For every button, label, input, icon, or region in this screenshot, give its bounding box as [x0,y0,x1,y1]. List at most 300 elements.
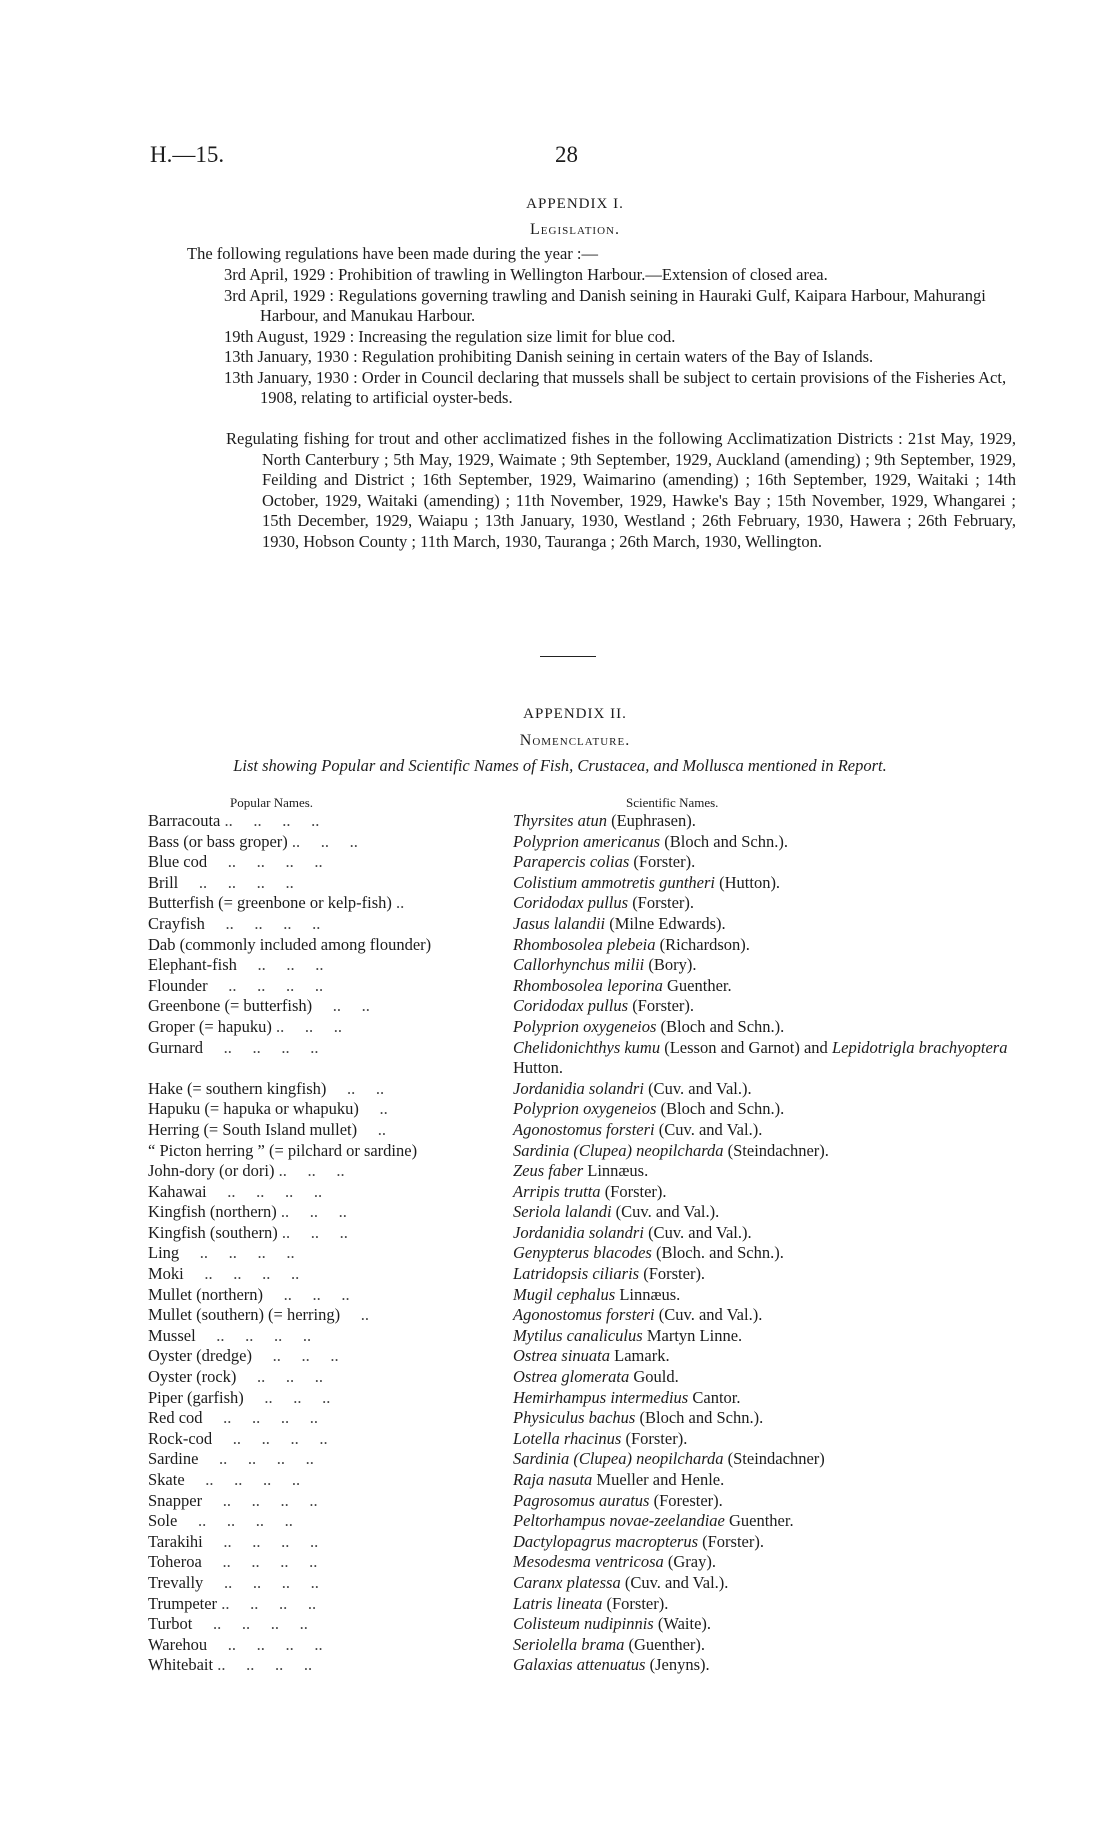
popular-name [148,914,508,934]
table-row [148,955,1028,976]
popular-name [148,1367,508,1387]
legislation-item: 13th January, 1930 : Order in Council declaring that mussels shall be subject to certain provisions of the Fisheries Act, 1908, relating to artificial oyster-beds. [224,367,1007,407]
species-name: Jordanidia solandri [513,1078,644,1098]
species-name: Latris lineata [513,1593,603,1613]
popular-name-text: Ling [148,1243,180,1263]
legislation-item: 19th August, 1929 : Increasing the regulation size limit for blue cod. [224,326,676,346]
species-name: Ostrea glomerata [513,1367,630,1387]
scientific-name [513,1491,1023,1512]
table-row [148,1367,1028,1388]
species-authority: (Bloch. and Schn.). [651,1243,784,1263]
scientific-name [513,852,1023,873]
popular-name-text: Mussel [148,1325,196,1345]
species-authority: (Forster). [621,1428,688,1448]
popular-name-text: Kingfish (southern) [148,1222,278,1242]
table-row [148,873,1028,894]
popular-name-text: “ Picton herring ” (= pilchard or sardine) [148,1140,418,1160]
species-name: Coridodax pullus [513,996,629,1016]
popular-name-text: Hake (= southern kingfish) [148,1078,327,1098]
popular-names-header: Popular Names. [230,795,314,810]
table-row [148,935,1028,956]
leader-dots: .. .. .. .. [198,1449,314,1469]
table-row [148,1655,1028,1676]
popular-name-text: Blue cod [148,852,208,872]
species-name: Peltorhampus novae-zeelandiae [513,1511,725,1531]
popular-name [148,1182,508,1202]
scientific-name [513,1326,1023,1347]
species-authority: (Steindachner). [723,1140,829,1160]
popular-name [148,1429,508,1449]
popular-name [148,1161,508,1181]
species-name: Zeus faber [513,1161,584,1181]
species-name: Polyprion americanus [513,831,661,851]
popular-name [148,1388,508,1408]
leader-dots: .. .. .. .. [213,1655,313,1675]
species-authority: Martyn Linne. [642,1325,743,1345]
species-authority: (Forster). [629,852,696,872]
leader-dots: .. .. .. .. [195,1325,312,1345]
scientific-name [513,1161,1023,1182]
popular-name [148,1305,508,1325]
leader-dots: .. .. .. .. [217,1593,317,1613]
scientific-name [513,1202,1023,1223]
leader-dots: .. .. .. [271,1016,342,1036]
popular-name-text: Herring (= South Island mullet) [148,1119,358,1139]
leader-dots: .. .. .. .. [202,1531,319,1551]
nomenclature-subtitle: List showing Popular and Scientific Names of Fish, Crustacea, and Mollusca mentioned in Report. [233,756,887,775]
species-name: Arripis trutta [513,1181,601,1201]
popular-name [148,1635,508,1655]
popular-name [148,935,508,955]
species-authority: (Bloch and Schn.). [635,1408,764,1428]
scientific-name [513,1388,1023,1409]
popular-name [148,976,508,996]
scientific-name [513,1264,1023,1285]
leader-dots: .. .. .. [252,1346,339,1366]
leader-dots: .. .. .. [276,1202,347,1222]
leader-dots: .. [391,893,405,913]
leader-dots: .. .. .. .. [201,1552,318,1572]
appendix-2-label: APPENDIX II. [523,706,627,722]
leader-dots: .. .. [312,996,370,1016]
species-authority: (Hutton). [714,872,781,892]
page-number: 28 [555,142,578,167]
popular-name [148,1079,508,1099]
table-row [148,1346,1028,1367]
leader-dots: .. .. .. .. [202,1490,318,1510]
species-authority: (Forster). [602,1593,669,1613]
table-row [148,1017,1028,1038]
species-name: Sardinia (Clupea) neopilcharda [513,1449,724,1469]
popular-name [148,1285,508,1305]
scientific-name [513,893,1023,914]
popular-name [148,1017,508,1037]
species-name: Seriolella brama [513,1634,625,1654]
popular-name-text: Dab (commonly included among flounder) [148,934,432,954]
popular-name-text: Sole [148,1511,178,1531]
leader-dots: .. .. .. [287,831,358,851]
popular-name-text: Groper (= hapuku) [148,1016,272,1036]
popular-name [148,1141,508,1161]
leader-dots: .. .. .. .. [212,1428,328,1448]
species-name: Thyrsites atun [513,811,607,830]
popular-name-text: John-dory (or dori) [148,1161,275,1181]
species-name: Rhombosolea leporina [513,975,663,995]
popular-name-text: Tarakihi [148,1531,203,1551]
popular-name-text: Kingfish (northern) [148,1202,277,1222]
table-row [148,914,1028,935]
scientific-name [513,1243,1023,1264]
scientific-name [513,1367,1023,1388]
leader-dots: .. .. .. [274,1161,345,1181]
species-authority: (Steindachner) [723,1449,825,1469]
popular-name-text: Crayfish [148,913,205,933]
species-name: Sardinia (Clupea) neopilcharda [513,1140,724,1160]
popular-name-text: Mullet (southern) (= herring) [148,1305,341,1325]
species-authority: Lamark. [610,1346,670,1366]
scientific-name [513,935,1023,956]
popular-name [148,893,508,913]
popular-name-text: Warehou [148,1634,208,1654]
scientific-name [513,1552,1023,1573]
legislation-list [224,265,1016,409]
species-name: Mytilus canaliculus [513,1325,643,1345]
scientific-name [513,1655,1023,1676]
popular-name [148,955,508,975]
species-name: Lotella rhacinus [513,1428,622,1448]
popular-name [148,852,508,872]
leader-dots: .. .. .. .. [177,1511,293,1531]
species-authority: Gould. [629,1367,679,1387]
species-name: Lepidotrigla brachyoptera [827,1037,1008,1057]
species-authority: (Gray). [663,1552,716,1572]
leader-dots: .. .. .. [243,1387,331,1407]
species-name: Physiculus bachus [513,1408,636,1428]
scientific-name [513,1511,1023,1532]
leader-dots: .. .. .. .. [202,1408,319,1428]
scientific-name [513,1532,1023,1553]
table-row [148,1573,1028,1594]
table-row [148,1161,1028,1182]
species-name: Seriola lalandi [513,1202,612,1222]
scientific-name [513,873,1023,894]
popular-name [148,1470,508,1490]
popular-name [148,1243,508,1263]
scientific-name [513,1038,1023,1079]
table-row [148,1388,1028,1409]
scientific-name [513,1120,1023,1141]
leader-dots: .. .. .. .. [183,1264,300,1284]
leader-dots: .. .. .. .. [207,852,323,872]
legislation-item: 13th January, 1930 : Regulation prohibiting Danish seining in certain waters of the Bay of Islands. [224,347,874,366]
popular-name [148,1594,508,1614]
species-authority: (Bloch and Schn.). [656,1016,785,1036]
species-authority: (Bloch and Schn.). [660,831,788,851]
scientific-name [513,955,1023,976]
leader-dots: .. .. .. .. [204,913,321,933]
appendix-2-heading: Nomenclature. [519,732,631,749]
scientific-name [513,1573,1023,1594]
leader-dots: .. .. [326,1078,385,1098]
scientific-names-header: Scientific Names. [626,795,719,810]
popular-name [148,1120,508,1140]
table-row [148,1594,1028,1615]
table-row [148,1243,1028,1264]
species-name: Jordanidia solandri [513,1222,644,1242]
popular-name-text: Sardine [148,1449,199,1469]
species-name: Latridopsis ciliaris [513,1264,640,1284]
table-row [148,1182,1028,1203]
species-name: Polyprion oxygeneios [513,1016,657,1036]
scientific-name [513,1346,1023,1367]
popular-name [148,1038,508,1058]
leader-dots: .. .. .. .. [220,811,320,830]
species-authority: (Cuv. and Val.). [654,1305,763,1325]
legislation-intro: The following regulations have been made during the year :— [187,244,598,263]
popular-name-text: Snapper [148,1490,203,1510]
popular-name-text: Brill [148,872,179,892]
scientific-name [513,1429,1023,1450]
popular-name [148,1099,508,1119]
popular-name [148,1202,508,1222]
leader-dots: .. .. .. .. [202,1037,319,1057]
table-row [148,1532,1028,1553]
species-authority: Cantor. [688,1387,741,1407]
popular-name-text: Greenbone (= butterfish) [148,996,313,1016]
species-name: Agonostomus forsteri [513,1305,655,1325]
species-name: Caranx platessa [513,1572,621,1592]
popular-name-text: Gurnard [148,1037,203,1057]
table-row [148,1285,1028,1306]
popular-name-text: Mullet (northern) [148,1284,264,1304]
leader-dots: .. .. .. [236,955,324,975]
scientific-name [513,1017,1023,1038]
scientific-name [513,1141,1023,1162]
popular-name-text: Hapuku (= hapuka or whapuku) [148,1099,359,1119]
leader-dots: .. [340,1305,370,1325]
table-row [148,1408,1028,1429]
species-name: Genypterus blacodes [513,1243,652,1263]
table-row [148,1470,1028,1491]
table-row [148,1120,1028,1141]
species-authority: (Bory). [644,955,697,975]
scientific-name [513,1470,1023,1491]
table-row [148,976,1028,997]
popular-name [148,1532,508,1552]
section-divider [540,656,596,657]
leader-dots: .. .. .. .. [184,1470,301,1489]
table-row [148,1202,1028,1223]
scientific-name [513,1305,1023,1326]
table-row [148,1552,1028,1573]
leader-dots: .. .. .. [277,1222,348,1242]
appendix-1-label: APPENDIX I. [526,196,624,212]
scientific-name [513,1285,1023,1306]
popular-name [148,1552,508,1572]
popular-name-text: Skate [148,1470,185,1489]
scientific-name [513,1635,1023,1656]
species-authority: Guenther. [662,975,732,995]
species-name: Pagrosomus auratus [513,1490,650,1510]
popular-name [148,996,508,1016]
species-authority: (Richardson). [655,934,750,954]
species-authority: (Cuv. and Val.). [643,1222,752,1242]
species-name: Agonostomus forsteri [513,1119,655,1139]
species-authority: Linnæus. [615,1284,681,1304]
leader-dots: .. .. .. [263,1284,350,1304]
popular-name-text: Turbot [148,1614,193,1634]
species-authority: (Jenyns). [645,1655,710,1675]
popular-name [148,1408,508,1428]
species-name: Hemirhampus intermedius [513,1387,689,1407]
scientific-name [513,1449,1023,1470]
species-authority: (Cuv. and Val.). [620,1572,729,1592]
table-row [148,1429,1028,1450]
scientific-name [513,1079,1023,1100]
species-authority: (Guenther). [624,1634,706,1654]
species-authority: (Forster). [628,996,695,1016]
species-name: Chelidonichthys kumu [513,1037,661,1057]
popular-name [148,1346,508,1366]
table-row [148,996,1028,1017]
table-row [148,1614,1028,1635]
species-name: Coridodax pullus [513,893,629,913]
popular-name-text: Oyster (rock) [148,1367,237,1387]
document-reference: H.—15. [150,142,225,167]
species-name: Rhombosolea plebeia [513,934,656,954]
leader-dots: .. .. .. .. [179,1243,295,1263]
popular-name-text: Whitebait [148,1655,214,1675]
popular-name [148,1655,508,1675]
scientific-name [513,1182,1023,1203]
popular-name [148,873,508,893]
popular-name-text: Kahawai [148,1181,207,1201]
table-row [148,852,1028,873]
scientific-name [513,1594,1023,1615]
species-name: Raja nasuta [513,1470,593,1489]
popular-name-text: Bass (or bass groper) [148,831,288,851]
legislation-item: 3rd April, 1929 : Regulations governing trawling and Danish seining in Hauraki Gulf, Kaipara Harbour, Mahurangi Harbour, and Manukau Harbour. [224,285,986,325]
species-name: Callorhynchus milii [513,955,645,975]
popular-name [148,1264,508,1284]
popular-name-text: Oyster (dredge) [148,1346,252,1366]
leader-dots: .. .. .. [236,1367,324,1387]
leader-dots: .. [358,1099,388,1119]
appendix-1-heading: Legislation. [530,221,620,238]
table-row [148,893,1028,914]
table-row [148,1099,1028,1120]
table-row [148,1449,1028,1470]
species-name: Galaxias attenuatus [513,1655,646,1675]
acclimatization-regulations: Regulating fishing for trout and other acclimatized fishes in the following Acclimatization Districts : 21st May, 1929, North Canterbury ; 5th May, 1929, Waimate ; 9th September, 1929, Auckland (amending) ; 9th September, 1929, Feilding and District ; 16th September, 1929, Waimarino (amending) ; 16th September, 1929, Waitaki ; 14th October, 1929, Waitaki (amending) ; 11th November, 1929, Hawke's Bay ; 15th November, 1929, Whangarei ; 15th December, 1929, Waiapu ; 13th January, 1930, Westland ; 26th February, 1930, Hawera ; 26th February, 1930, Hobson County ; 11th March, 1930, Tauranga ; 26th March, 1930, Wellington. [226,429,1016,551]
popular-name-text: Butterfish (= greenbone or kelp-fish) [148,893,392,913]
species-name: Mugil cephalus [513,1284,616,1304]
scientific-name [513,1223,1023,1244]
scientific-name [513,832,1023,853]
table-row [148,1141,1028,1162]
species-authority: (Cuv. and Val.). [654,1119,763,1139]
species-authority: Mueller and Henle. [592,1470,725,1489]
species-name: Colistium ammotretis guntheri [513,872,715,892]
popular-name-text: Trevally [148,1572,204,1592]
table-row [148,1635,1028,1656]
species-authority: (Cuv. and Val.). [643,1078,752,1098]
species-authority: (Cuv. and Val.). [611,1202,720,1222]
leader-dots: .. [357,1119,386,1139]
species-authority: Hutton. [513,1058,563,1078]
popular-name [148,1511,508,1531]
scientific-name [513,996,1023,1017]
scientific-name [513,811,1023,832]
species-authority: (Forster). [628,893,695,913]
popular-name-text: Rock-cod [148,1428,213,1448]
popular-name-text: Flounder [148,975,208,995]
species-authority: (Lesson and Garnot) and [660,1037,828,1057]
leader-dots: .. .. .. .. [206,1181,323,1201]
popular-name [148,1614,508,1634]
popular-name [148,1491,508,1511]
species-name: Ostrea sinuata [513,1346,611,1366]
leader-dots: .. .. .. .. [207,975,324,995]
scientific-name [513,976,1023,997]
table-row [148,1264,1028,1285]
legislation-item: 3rd April, 1929 : Prohibition of trawling in Wellington Harbour.—Extension of closed area. [224,265,828,284]
popular-name [148,1223,508,1243]
scientific-name [513,1614,1023,1635]
leader-dots: .. .. .. .. [178,872,294,892]
table-row [148,1511,1028,1532]
popular-name [148,1449,508,1469]
table-row [148,811,1028,832]
species-authority: Guenther. [724,1511,794,1531]
species-name: Colisteum nudipinnis [513,1614,654,1634]
table-row [148,1038,1028,1079]
species-authority: (Forester). [649,1490,723,1510]
species-authority: Linnæus. [583,1161,649,1181]
species-authority: (Milne Edwards). [605,913,726,933]
species-authority: (Forster). [698,1531,764,1551]
species-authority: (Forster). [639,1264,706,1284]
leader-dots: .. .. .. .. [192,1614,308,1634]
species-name: Polyprion oxygeneios [513,1099,657,1119]
popular-name-text: Trumpeter [148,1593,218,1613]
species-authority: (Waite). [653,1614,712,1634]
popular-name-text: Barracouta [148,811,221,830]
popular-name-text: Moki [148,1264,184,1284]
species-name: Dactylopagrus macropterus [513,1531,698,1551]
leader-dots: .. .. .. .. [203,1572,319,1592]
table-row [148,1223,1028,1244]
table-row [148,1326,1028,1347]
popular-name-text: Toheroa [148,1552,202,1572]
table-row [148,1491,1028,1512]
species-name: Parapercis colias [513,852,630,872]
species-name: Mesodesma ventricosa [513,1552,664,1572]
species-authority: (Forster). [600,1181,667,1201]
species-authority: (Bloch and Schn.). [656,1099,785,1119]
table-row [148,832,1028,853]
popular-name-text: Red cod [148,1408,203,1428]
popular-name [148,1326,508,1346]
nomenclature-table [148,811,1028,1676]
scientific-name [513,1408,1023,1429]
species-authority: (Euphrasen). [606,811,696,830]
table-row [148,1079,1028,1100]
popular-name [148,832,508,852]
species-name: Jasus lalandii [513,913,606,933]
popular-name [148,811,508,831]
popular-name [148,1573,508,1593]
